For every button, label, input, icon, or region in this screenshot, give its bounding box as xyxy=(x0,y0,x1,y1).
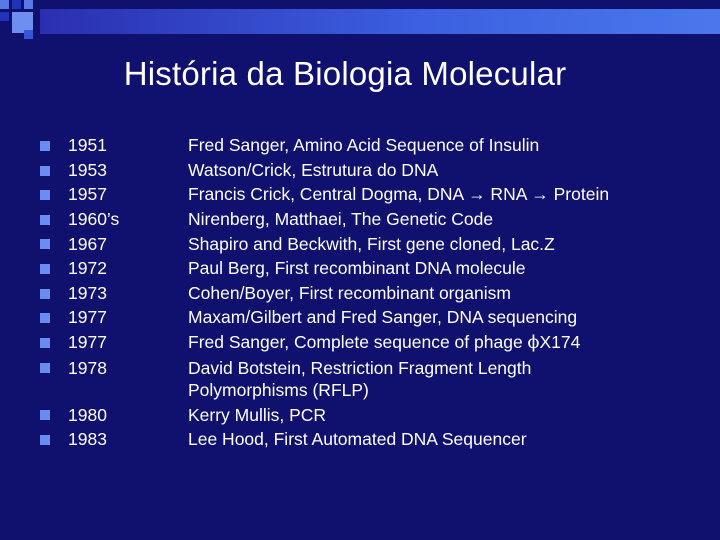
decorative-square xyxy=(24,0,33,9)
decorative-square xyxy=(0,12,9,21)
timeline-event: Nirenberg, Matthaei, The Genetic Code xyxy=(188,209,494,230)
square-bullet-icon xyxy=(40,215,50,225)
timeline-year: 1978 xyxy=(68,357,107,378)
timeline-year: 1957 xyxy=(68,184,107,205)
timeline-list xyxy=(40,132,710,450)
timeline-event: Paul Berg, First recombinant DNA molecule xyxy=(188,258,526,279)
phi-symbol: ϕ xyxy=(527,333,540,354)
timeline-item xyxy=(40,426,710,451)
timeline-year: 1977 xyxy=(68,307,107,328)
decorative-square xyxy=(24,30,33,39)
timeline-item xyxy=(40,157,710,182)
timeline-item xyxy=(40,255,710,280)
timeline-year: 1960’s xyxy=(68,209,120,230)
square-bullet-icon xyxy=(40,141,50,151)
decorative-square xyxy=(0,0,9,9)
decorative-square xyxy=(12,0,21,9)
square-bullet-icon xyxy=(40,338,50,348)
square-bullet-icon xyxy=(40,166,50,176)
timeline-event: Watson/Crick, Estrutura do DNA xyxy=(188,159,439,180)
event-text: David Botstein, Restriction Fragment Length xyxy=(188,357,532,378)
slide-title: História da Biologia Molecular xyxy=(123,55,567,92)
square-bullet-icon xyxy=(40,289,50,299)
timeline-item xyxy=(40,304,710,329)
square-bullet-icon xyxy=(40,363,50,373)
top-accent-bar xyxy=(40,9,720,34)
timeline-item xyxy=(40,230,710,255)
timeline-event: Fred Sanger, Amino Acid Sequence of Insulin xyxy=(188,135,540,156)
square-bullet-icon xyxy=(40,190,50,200)
square-bullet-icon xyxy=(40,313,50,323)
timeline-item xyxy=(40,132,710,157)
square-bullet-icon xyxy=(40,239,50,249)
timeline-item xyxy=(40,206,710,231)
timeline-event xyxy=(188,331,708,354)
event-text-continued: Polymorphisms (RFLP) xyxy=(188,379,369,400)
timeline-event: Cohen/Boyer, First recombinant organism xyxy=(188,282,511,303)
timeline-year: 1983 xyxy=(68,429,107,450)
square-bullet-icon xyxy=(40,264,50,274)
timeline-year: 1953 xyxy=(68,159,107,180)
timeline-event xyxy=(188,357,708,402)
timeline-item xyxy=(40,401,710,426)
timeline-year: 1967 xyxy=(68,233,107,254)
timeline-year: 1972 xyxy=(68,258,107,279)
timeline-item xyxy=(40,181,710,206)
square-bullet-icon xyxy=(40,435,50,445)
square-bullet-icon xyxy=(40,410,50,420)
timeline-year: 1980 xyxy=(68,404,107,425)
timeline-item xyxy=(40,354,710,401)
timeline-year: 1951 xyxy=(68,135,107,156)
timeline-item xyxy=(40,280,710,305)
timeline-event: Francis Crick, Central Dogma, DNA → RNA → Protein xyxy=(188,184,610,205)
timeline-event: Shapiro and Beckwith, First gene cloned, Lac.Z xyxy=(188,233,555,254)
timeline-year: 1973 xyxy=(68,282,107,303)
timeline-event: Kerry Mullis, PCR xyxy=(188,404,327,425)
event-text: Fred Sanger, Complete sequence of phage xyxy=(188,332,528,353)
event-text: X174 xyxy=(539,332,581,353)
timeline-item xyxy=(40,329,710,355)
timeline-event: Lee Hood, First Automated DNA Sequencer xyxy=(188,429,527,450)
timeline-event: Maxam/Gilbert and Fred Sanger, DNA sequencing xyxy=(188,307,578,328)
timeline-year: 1977 xyxy=(68,332,107,353)
